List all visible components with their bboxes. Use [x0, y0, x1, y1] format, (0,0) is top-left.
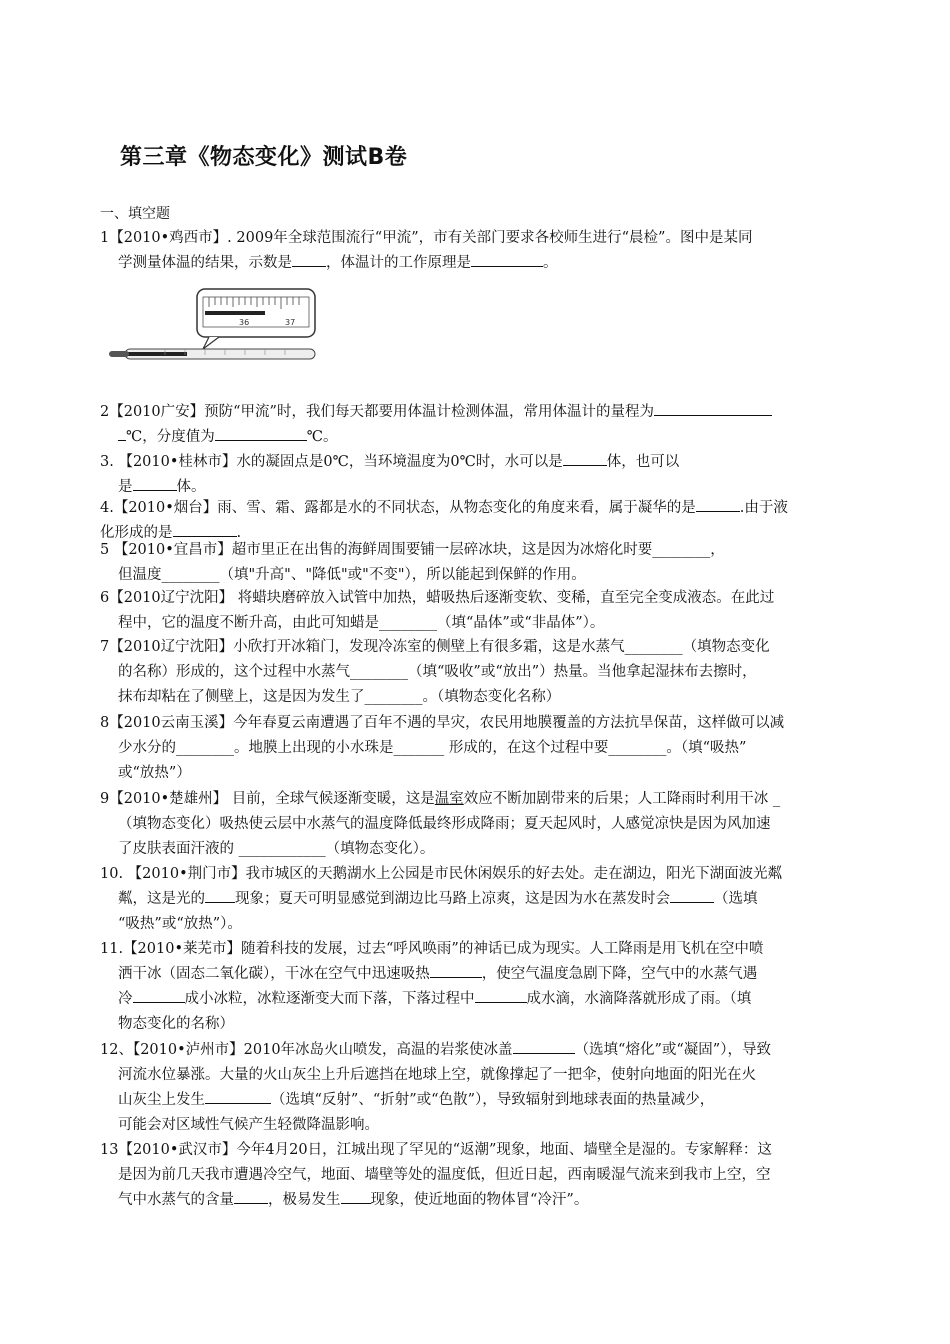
blank[interactable] [292, 252, 326, 267]
blank[interactable] [118, 426, 126, 441]
question-5: 5 【2010•宜昌市】超市里正在出售的海鲜周围要铺一层碎冰块，这是因为冰熔化时要________， 但温度________（填"升高"、"降低"或"不变"），所以能起到保鲜的作用。 [100, 542, 725, 583]
blank[interactable] [696, 497, 740, 512]
question-3: 3. 【2010•桂林市】水的凝固点是0℃，当环境温度为0℃时，水可以是 体，也可以 是 体。 [100, 450, 860, 500]
question-8: 8【2010云南玉溪】今年春夏云南遭遇了百年不遇的旱灾，农民用地膜覆盖的方法抗旱保苗，这样做可以减 少水分的________。地膜上出现的小水珠是_______ 形成的，在这个过程中要________。（填“吸热” 或“放热”） [100, 715, 785, 781]
scale-label-37: 37 [285, 318, 296, 327]
thermometer-figure [105, 285, 325, 370]
question-12: 12、【2010•泸州市】2010年冰岛火山喷发，高温的岩浆使冰盖 （选填“熔化”或“凝固”），导致 河流水位暴涨。大量的火山灰尘上升后遮挡在地球上空，就像撑起了一把伞，使射向地面的阳光在火 山灰尘上发生 （选填“反射”、“折射”或“色散”），导致辐射到地球表面的热量减少， 可能会对区域性气候产生轻微降温影响。 [100, 1038, 860, 1138]
blank[interactable] [654, 401, 772, 416]
question-11: 11.【2010•莱芜市】随着科技的发展，过去“呼风唤雨”的神话已成为现实。人工降雨是用飞机在空中喷 洒干冰（固态二氧化碳），干冰在空气中迅速吸热 ，使空气温度急剧下降，空气中的水蒸气遇 冷 成小冰粒，冰粒逐渐变大而下落，下落过程中 成水滴，水滴降落就形成了雨。（填 物态变化的名称） [100, 941, 764, 1032]
blank[interactable] [471, 252, 543, 267]
question-13: 13【2010•武汉市】今年4月20日，江城出现了罕见的“返潮”现象，地面、墙壁全是湿的。专家解释：这 是因为前几天我市遭遇冷空气，地面、墙壁等处的温度低，但近日起，西南暖湿气流来到我市上空，空 气中水蒸气的含量 ，极易发生 现象，使近地面的物体冒“冷汗”。 [100, 1142, 772, 1208]
blank[interactable] [670, 888, 714, 903]
question-7: 7【2010辽宁沈阳】小欣打开冰箱门，发现冷冻室的侧壁上有很多霜，这是水蒸气________（填物态变化 的名称）形成的，这个过程中水蒸气________（填“吸收”或“放出”）热量。当他拿起湿抹布去擦时， 抹布却粘在了侧壁上，这是因为发生了________。（填物态变化名称） [100, 639, 770, 705]
blank[interactable] [173, 522, 237, 537]
question-10: 10. 【2010•荆门市】我市城区的天鹅湖水上公园是市民休闲娱乐的好去处。走在湖边，阳光下湖面波光粼 粼，这是光的 现象；夏天可明显感觉到湖边比马路上凉爽，这是因为水在蒸发时会 （选填 “吸热”或“放热”）。 [100, 866, 783, 932]
blank[interactable] [133, 476, 177, 491]
blank[interactable] [563, 451, 607, 466]
blank[interactable] [205, 888, 235, 903]
page-title: 第三章《物态变化》测试B卷 [120, 145, 408, 170]
blank[interactable] [513, 1039, 575, 1054]
question-4: 4.【2010•烟台】雨、雪、霜、露都是水的不同状态，从物态变化的角度来看，属于凝华的是 .由于液 化形成的是 . [100, 496, 860, 546]
blank[interactable] [341, 1189, 371, 1204]
scale-label-36: 36 [239, 318, 250, 327]
blank[interactable] [430, 963, 482, 978]
blank[interactable] [234, 1189, 268, 1204]
blank[interactable] [215, 426, 307, 441]
question-2: 2【2010广安】预防“甲流”时，我们每天都要用体温计检测体温，常用体温计的量程为 ℃，分度值为 ℃。 [100, 400, 860, 450]
blank[interactable] [205, 1089, 271, 1104]
blank[interactable] [133, 988, 185, 1003]
question-9: 9【2010•楚雄州】 目前，全球气候逐渐变暖，这是温室效应不断加剧带来的后果；人工降雨时利用干冰 _ （填物态变化）吸热使云层中水蒸气的温度降低最终形成降雨；夏天起风时，人感觉凉快是因为风加速 了皮肤表面汗液的 ____________（填物态变化）。 [100, 791, 781, 857]
blank[interactable] [475, 988, 527, 1003]
question-1: 1【2010•鸡西市】. 2009年全球范围流行“甲流”，市有关部门要求各校师生进行“晨检”。图中是某同 学测量体温的结果，示数是 ，体温计的工作原理是 。 [100, 230, 753, 271]
question-6: 6【2010辽宁沈阳】 将蜡块磨碎放入试管中加热，蜡吸热后逐渐变软、变稀，直至完全变成液态。在此过 程中，它的温度不断升高，由此可知蜡是________（填“晶体”或“非晶体”）。 [100, 590, 775, 631]
section-heading: 一、填空题 [100, 206, 170, 222]
